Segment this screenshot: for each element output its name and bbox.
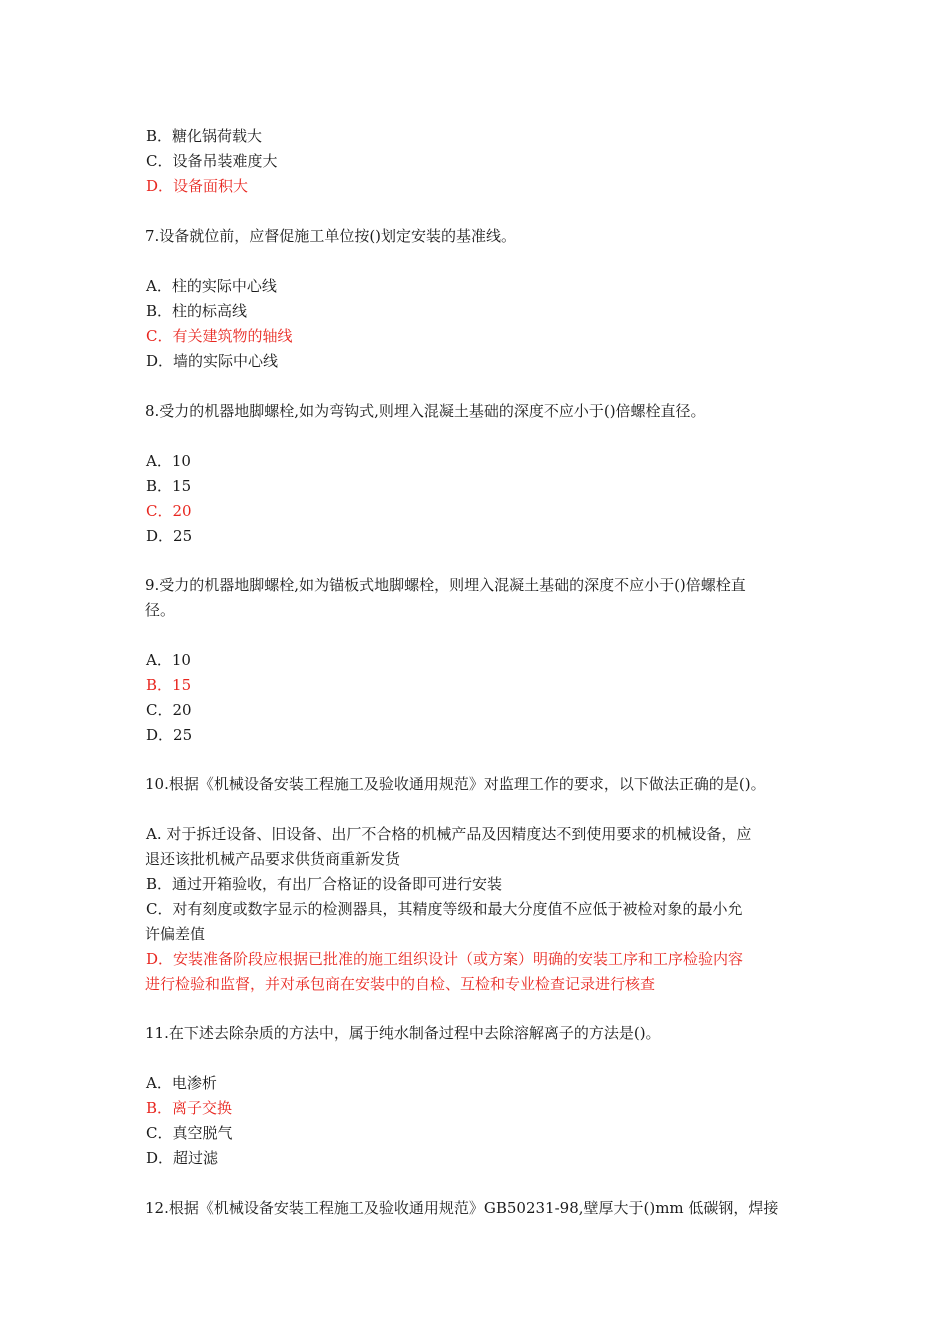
correct-option-line: C．20	[146, 502, 192, 520]
option-line: A．电渗析	[146, 1074, 217, 1092]
question-line: 11.在下述去除杂质的方法中，属于纯水制备过程中去除溶解离子的方法是()。	[145, 1024, 661, 1042]
option-line: B．糖化锅荷载大	[146, 127, 263, 145]
option-line: D．墙的实际中心线	[146, 352, 279, 370]
correct-option-line: D．设备面积大	[146, 177, 249, 195]
option-line: B．15	[146, 477, 192, 495]
option-line: D．超过滤	[146, 1149, 219, 1167]
option-line: A．10	[146, 651, 191, 669]
correct-option-line: B．离子交换	[146, 1099, 233, 1117]
question-line: 12.根据《机械设备安装工程施工及验收通用规范》GB50231-98,壁厚大于()mm 低碳钢，焊接	[145, 1199, 779, 1217]
question-line: 径。	[145, 601, 176, 619]
question-line: 8.受力的机器地脚螺栓,如为弯钩式,则埋入混凝土基础的深度不应小于()倍螺栓直径。	[145, 402, 706, 420]
correct-option-line: D．安装准备阶段应根据已批准的施工组织设计（或方案）明确的安装工序和工序检验内容	[146, 950, 744, 968]
option-line: C．对有刻度或数字显示的检测器具，其精度等级和最大分度值不应低于被检对象的最小允	[146, 900, 743, 918]
option-line: C．真空脱气	[146, 1124, 233, 1142]
option-line: 退还该批机械产品要求供货商重新发货	[145, 850, 401, 868]
option-line: A．10	[146, 452, 191, 470]
option-line: C．20	[146, 701, 192, 719]
option-line: D．25	[146, 726, 193, 744]
option-line: A. 对于拆迁设备、旧设备、出厂不合格的机械产品及因精度达不到使用要求的机械设备，应	[146, 825, 752, 843]
correct-option-line: 进行检验和监督，并对承包商在安装中的自检、互检和专业检查记录进行核查	[145, 975, 656, 993]
option-line: C．设备吊装难度大	[146, 152, 278, 170]
correct-option-line: B．15	[146, 676, 192, 694]
option-line: 许偏差值	[145, 925, 206, 943]
option-line: D．25	[146, 527, 193, 545]
question-line: 10.根据《机械设备安装工程施工及验收通用规范》对监理工作的要求，以下做法正确的是()。	[145, 775, 766, 793]
option-line: A．柱的实际中心线	[146, 277, 277, 295]
correct-option-line: C．有关建筑物的轴线	[146, 327, 293, 345]
question-line: 7.设备就位前，应督促施工单位按()划定安装的基准线。	[145, 227, 517, 245]
option-line: B．通过开箱验收，有出厂合格证的设备即可进行安装	[146, 875, 503, 893]
question-line: 9.受力的机器地脚螺栓,如为锚板式地脚螺栓，则埋入混凝土基础的深度不应小于()倍螺栓直	[145, 576, 746, 594]
option-line: B．柱的标高线	[146, 302, 248, 320]
